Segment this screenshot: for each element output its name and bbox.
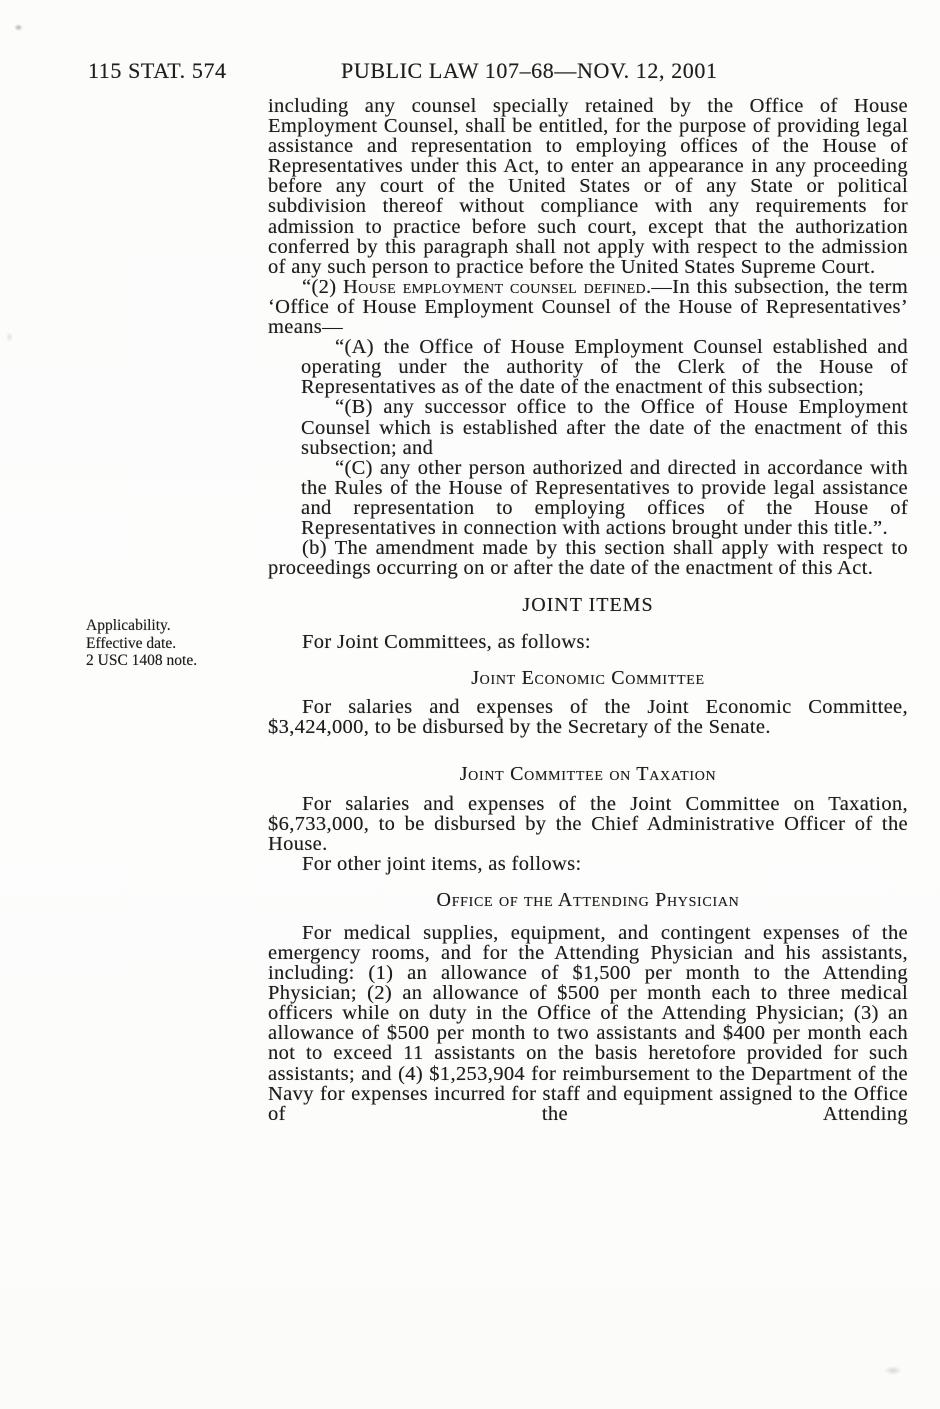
paragraph-b-applicability: (b) The amendment made by this section shall apply with respect to proceedings occurring on or after the date of the enactment of this Act.: [268, 537, 908, 580]
para2-rest: .—In this subsection, the term ‘Office of House Employment Counsel of the House of Representatives’ means—: [268, 275, 908, 339]
subparagraph-b: “(B) any successor office to the Office of House Employment Counsel which is established after the date of the enactment of this subsection; and: [301, 396, 908, 459]
heading-joint-economic-committee: Joint Economic Committee: [471, 667, 705, 690]
para2-smallcaps-term: House employment counsel defined: [343, 275, 646, 298]
margin-note: [86, 617, 246, 670]
stat-page-number: 115 STAT. 574: [88, 58, 227, 83]
heading-joint-items: JOINT ITEMS: [522, 594, 654, 617]
scan-artifact-speck: [14, 24, 23, 31]
para2-prefix: “(2): [302, 275, 343, 298]
heading-joint-committee-on-taxation: Joint Committee on Taxation: [459, 762, 717, 785]
paragraph-jct-appropriation: For salaries and expenses of the Joint Committee on Taxation, $6,733,000, to be disbursed by the Chief Administrative Officer of the House.: [268, 792, 908, 855]
paragraph-other-joint-items-intro: For other joint items, as follows:: [302, 852, 582, 875]
scan-artifact-edge-mark: [6, 332, 13, 342]
statute-text-column: [268, 96, 908, 1124]
subparagraph-a: “(A) the Office of House Employment Counsel established and operating under the authority of the Clerk of the House of Representatives as of the date of the enactment of this subsection;: [301, 336, 908, 399]
paragraph-oap-appropriation: For medical supplies, equipment, and contingent expenses of the emergency rooms, and for the Attending Physician and his assistants, including: (1) an allowance of $1,500 per month to the Attending Physician; (2) an allowance of $500 per month each to three medical officers while on duty in the Office of the Attending Physician; (3) an allowance of $500 per month to two assistants and $400 per month each not to exceed 11 assistants on the basis heretofore provided for such assistants; and (4) $1,253,904 for reimbursement to the Department of the Navy for expenses incurred for staff and equipment assigned to the Office of the Attending: [268, 921, 908, 1125]
public-law-header: PUBLIC LAW 107–68—NOV. 12, 2001: [341, 58, 718, 83]
paragraph-counsel-court-authority: including any counsel specially retained by the Office of House Employment Counsel, shall be entitled, for the purpose of providing legal assistance and representation to employing offices of the House of Representatives under this Act, to enter an appearance in any proceeding before any court of the United States or of any State or political subdivision thereof without compliance with any requirements for admission to practice before such court, except that the authorization conferred by this paragraph shall not apply with respect to the admission of any such person to practice before the United States Supreme Court.: [268, 95, 908, 278]
scan-artifact-smudge: [884, 1366, 902, 1375]
heading-office-attending-physician: Office of the Attending Physician: [436, 888, 740, 911]
subparagraph-c: “(C) any other person authorized and directed in accordance with the Rules of the House of Representatives to provide legal assistance and representation to employing offices of the House of Representatives in connection with actions brought under this title.”.: [301, 456, 908, 539]
margin-note-line-effective-date: Effective date.: [86, 634, 177, 652]
margin-note-line-usc-citation: 2 USC 1408 note.: [86, 652, 198, 669]
paragraph-jec-appropriation: For salaries and expenses of the Joint Economic Committee, $3,424,000, to be disbursed by the Secretary of the Senate.: [268, 696, 908, 739]
margin-note-line-applicability: Applicability.: [86, 617, 171, 634]
paragraph-joint-committees-intro: For Joint Committees, as follows:: [302, 631, 591, 654]
paragraph-house-employment-counsel-defined: [268, 277, 908, 337]
